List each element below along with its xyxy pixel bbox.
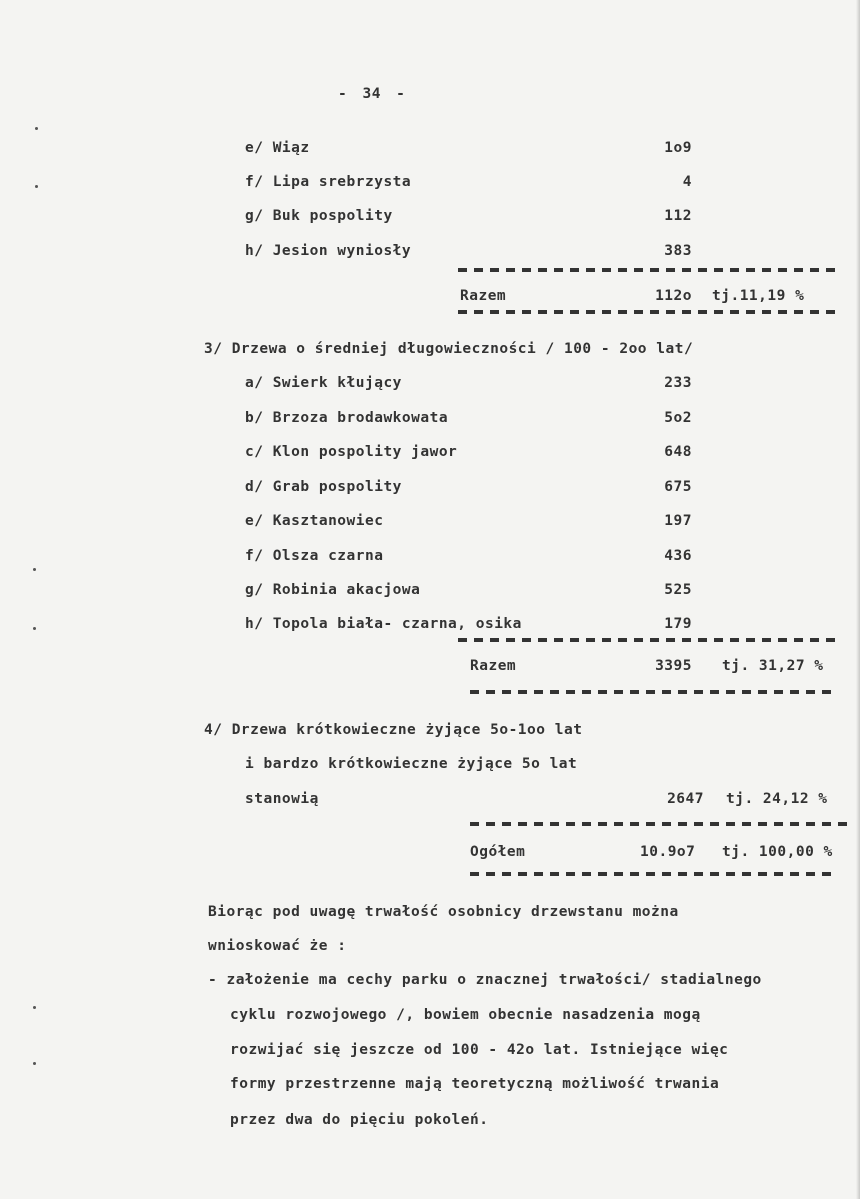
subtotal-value: 3395 [655, 658, 692, 674]
section-heading: 3/ Drzewa o średniej długowieczności / 100 - 2oo lat/ [204, 341, 694, 357]
list-item-label: h/ Jesion wyniosły [245, 243, 412, 259]
section-value: 2647 [667, 791, 704, 807]
section-percent: tj. 24,12 % [726, 791, 828, 807]
dashed-rule [458, 638, 838, 642]
page-number: - 34 - [338, 86, 406, 102]
list-item-label: h/ Topola biała- czarna, osika [245, 616, 522, 632]
grand-total-percent: tj. 100,00 % [722, 844, 833, 860]
list-item-value: 525 [664, 582, 692, 598]
paragraph-line: Biorąc pod uwagę trwałość osobnicy drzewstanu można [208, 904, 679, 920]
dashed-rule [458, 310, 838, 314]
list-item-label: c/ Klon pospolity jawor [245, 444, 458, 460]
section-text: stanowią [245, 791, 319, 807]
dashed-rule [458, 268, 838, 272]
scan-speck [33, 1006, 36, 1009]
paragraph-line: formy przestrzenne mają teoretyczną możliwość trwania [230, 1076, 720, 1092]
dashed-rule [470, 690, 838, 694]
subtotal-percent: tj.11,19 % [712, 288, 805, 304]
list-item-label: f/ Lipa srebrzysta [245, 174, 412, 190]
list-item-label: b/ Brzoza brodawkowata [245, 410, 449, 426]
list-item-value: 675 [664, 479, 692, 495]
paragraph-line: wnioskować że : [208, 938, 347, 954]
list-item-label: a/ Swierk kłujący [245, 375, 402, 391]
list-item-value: 4 [682, 174, 692, 190]
subtotal-label: Razem [460, 288, 507, 304]
list-item-label: f/ Olsza czarna [245, 548, 384, 564]
paragraph-line: przez dwa do pięciu pokoleń. [230, 1112, 489, 1128]
paragraph-line: - założenie ma cechy parku o znacznej trwałości/ stadialnego [208, 972, 762, 988]
list-item-label: e/ Kasztanowiec [245, 513, 384, 529]
grand-total-label: Ogółem [470, 844, 526, 860]
list-item-value: 1o9 [664, 140, 692, 156]
list-item-value: 436 [664, 548, 692, 564]
list-item-label: g/ Robinia akacjowa [245, 582, 421, 598]
paragraph-line: cyklu rozwojowego /, bowiem obecnie nasadzenia mogą [230, 1007, 701, 1023]
list-item-label: d/ Grab pospolity [245, 479, 402, 495]
subtotal-value: 112o [655, 288, 692, 304]
scan-speck [35, 127, 38, 130]
scan-speck [33, 1062, 36, 1065]
paragraph-line: rozwijać się jeszcze od 100 - 42o lat. Istniejące więc [230, 1042, 729, 1058]
list-item-value: 648 [664, 444, 692, 460]
list-item-value: 233 [664, 375, 692, 391]
scan-speck [33, 568, 36, 571]
list-item-value: 112 [664, 208, 692, 224]
list-item-label: e/ Wiąz [245, 140, 310, 156]
scan-speck [33, 627, 36, 630]
section-heading: 4/ Drzewa krótkowieczne żyjące 5o-1oo lat [204, 722, 583, 738]
subtotal-label: Razem [470, 658, 517, 674]
list-item-value: 179 [664, 616, 692, 632]
list-item-label: g/ Buk pospolity [245, 208, 393, 224]
scan-speck [35, 185, 38, 188]
subtotal-percent: tj. 31,27 % [722, 658, 824, 674]
grand-total-value: 10.9o7 [640, 844, 696, 860]
section-text: i bardzo krótkowieczne żyjące 5o lat [245, 756, 578, 772]
list-item-value: 5o2 [664, 410, 692, 426]
dashed-rule [470, 872, 838, 876]
list-item-value: 383 [664, 243, 692, 259]
dashed-rule [470, 822, 854, 826]
list-item-value: 197 [664, 513, 692, 529]
